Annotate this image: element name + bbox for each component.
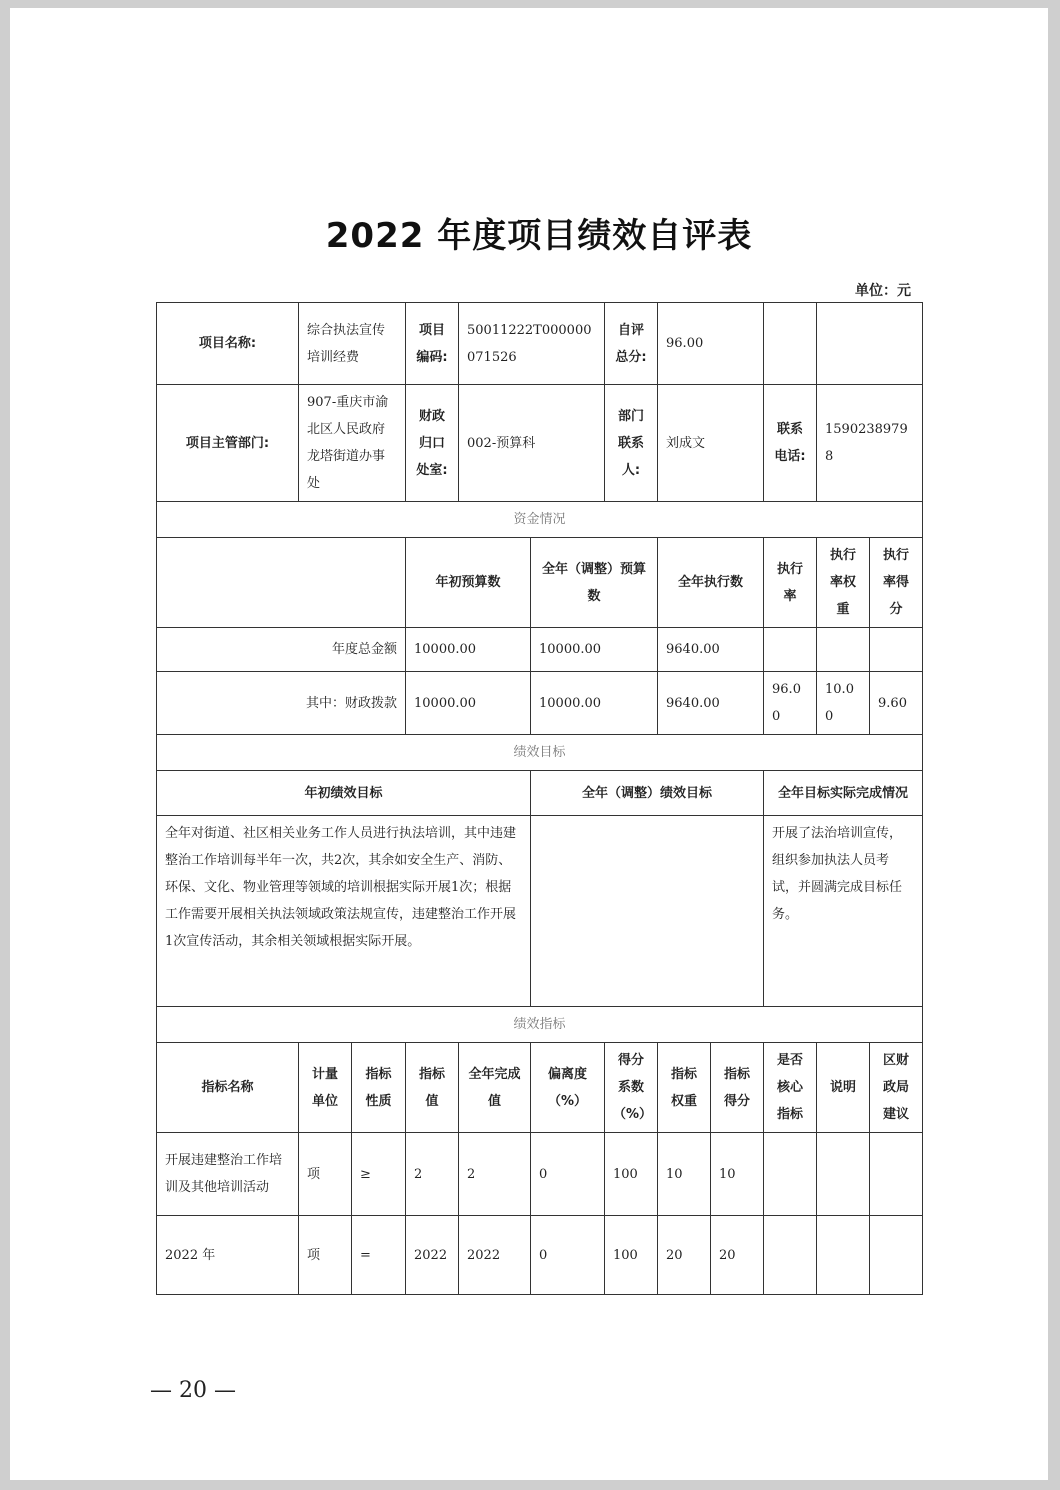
funds-budget-value: 10000.00: [406, 672, 531, 735]
indicator-nature: ≥: [352, 1133, 406, 1216]
header-initial-goal: 年初绩效目标: [157, 771, 531, 816]
header-note: 说明: [817, 1043, 870, 1133]
header-advice: 区财政局建议: [870, 1043, 923, 1133]
header-actual-value: 全年完成值: [459, 1043, 531, 1133]
header-adjusted-budget: 全年（调整）预算数: [531, 538, 658, 628]
header-executed: 全年执行数: [658, 538, 764, 628]
indicator-value: 2022: [406, 1216, 459, 1295]
funds-section-title: 资金情况: [157, 502, 923, 538]
header-core: 是否核心指标: [764, 1043, 817, 1133]
info-row-1: [157, 303, 923, 385]
funds-executed-value: 9640.00: [658, 672, 764, 735]
unit-label: 单位：元: [855, 283, 911, 299]
funds-score-value: 9.60: [870, 672, 923, 735]
header-exec-score: 执行率得分: [870, 538, 923, 628]
indicator-note: [817, 1133, 870, 1216]
goals-section-row: [157, 735, 923, 771]
finance-office-label: 财政归口处室:: [406, 385, 459, 502]
indicator-unit: 项: [299, 1133, 352, 1216]
indicators-section-title: 绩效指标: [157, 1007, 923, 1043]
page-number: — 20 —: [150, 1378, 236, 1403]
indicator-nature: =: [352, 1216, 406, 1295]
indicator-weight: 10: [658, 1133, 711, 1216]
indicator-score: 10: [711, 1133, 764, 1216]
phone-value: 15902389798: [817, 385, 923, 502]
funds-adjusted-value: 10000.00: [531, 628, 658, 672]
project-name-label: 项目名称:: [157, 303, 299, 385]
header-target-value: 指标值: [406, 1043, 459, 1133]
empty-cell: [764, 303, 817, 385]
funds-row-label: 其中：财政拨款: [157, 672, 406, 735]
funds-budget-value: 10000.00: [406, 628, 531, 672]
self-score-value: 96.00: [658, 303, 764, 385]
header-score-coef: 得分系数（%）: [605, 1043, 658, 1133]
funds-section-row: [157, 502, 923, 538]
initial-goal-text: 全年对街道、社区相关业务工作人员进行执法培训，其中违建整治工作培训每半年一次，共2次，其余如安全生产、消防、环保、文化、物业管理等领域的培训根据实际开展1次；根据工作需要开展相关执法领域政策法规宣传，违建整治工作开展1次宣传活动，其余相关领域根据实际开展。: [157, 816, 531, 1007]
funds-weight-value: [817, 628, 870, 672]
empty-cell: [157, 538, 406, 628]
project-name-value: 综合执法宣传培训经费: [299, 303, 406, 385]
funds-rate-value: 96.00: [764, 672, 817, 735]
goals-header-row: [157, 771, 923, 816]
header-initial-budget: 年初预算数: [406, 538, 531, 628]
indicator-coef: 100: [605, 1216, 658, 1295]
funds-score-value: [870, 628, 923, 672]
phone-label: 联系电话:: [764, 385, 817, 502]
funds-rate-value: [764, 628, 817, 672]
funds-header-row: [157, 538, 923, 628]
indicator-advice: [870, 1133, 923, 1216]
department-value: 907-重庆市渝北区人民政府龙塔街道办事处: [299, 385, 406, 502]
self-score-label: 自评总分:: [605, 303, 658, 385]
indicator-deviation: 0: [531, 1133, 605, 1216]
header-indicator-name: 指标名称: [157, 1043, 299, 1133]
funds-row-fiscal: [157, 672, 923, 735]
indicator-coef: 100: [605, 1133, 658, 1216]
header-score: 指标得分: [711, 1043, 764, 1133]
header-adjusted-goal: 全年（调整）绩效目标: [531, 771, 764, 816]
indicator-unit: 项: [299, 1216, 352, 1295]
indicator-advice: [870, 1216, 923, 1295]
info-row-2: [157, 385, 923, 502]
indicator-note: [817, 1216, 870, 1295]
header-exec-rate: 执行率: [764, 538, 817, 628]
funds-executed-value: 9640.00: [658, 628, 764, 672]
actual-goal-text: 开展了法治培训宣传，组织参加执法人员考试，并圆满完成目标任务。: [764, 816, 923, 1007]
indicator-core: [764, 1133, 817, 1216]
department-label: 项目主管部门:: [157, 385, 299, 502]
indicators-section-row: [157, 1007, 923, 1043]
performance-evaluation-table: [156, 302, 923, 1295]
project-code-value: 50011222T000000071526: [459, 303, 605, 385]
indicator-value: 2: [406, 1133, 459, 1216]
indicator-row: [157, 1133, 923, 1216]
header-actual-goal: 全年目标实际完成情况: [764, 771, 923, 816]
indicator-actual: 2022: [459, 1216, 531, 1295]
indicator-row: [157, 1216, 923, 1295]
empty-cell: [817, 303, 923, 385]
header-nature: 指标性质: [352, 1043, 406, 1133]
funds-adjusted-value: 10000.00: [531, 672, 658, 735]
indicators-header-row: [157, 1043, 923, 1133]
indicator-weight: 20: [658, 1216, 711, 1295]
indicator-name: 2022 年: [157, 1216, 299, 1295]
funds-row-label: 年度总金额: [157, 628, 406, 672]
indicator-actual: 2: [459, 1133, 531, 1216]
header-exec-weight: 执行率权重: [817, 538, 870, 628]
indicator-score: 20: [711, 1216, 764, 1295]
goals-content-row: [157, 816, 923, 1007]
indicator-core: [764, 1216, 817, 1295]
adjusted-goal-text: [531, 816, 764, 1007]
page-title: 2022 年度项目绩效自评表: [325, 216, 753, 256]
header-weight: 指标权重: [658, 1043, 711, 1133]
finance-office-value: 002-预算科: [459, 385, 605, 502]
project-code-label: 项目编码:: [406, 303, 459, 385]
indicator-deviation: 0: [531, 1216, 605, 1295]
indicator-name: 开展违建整治工作培训及其他培训活动: [157, 1133, 299, 1216]
header-deviation: 偏离度（%）: [531, 1043, 605, 1133]
goals-section-title: 绩效目标: [157, 735, 923, 771]
header-unit: 计量单位: [299, 1043, 352, 1133]
contact-person-value: 刘成文: [658, 385, 764, 502]
contact-person-label: 部门联系人:: [605, 385, 658, 502]
funds-weight-value: 10.00: [817, 672, 870, 735]
funds-row-total: [157, 628, 923, 672]
